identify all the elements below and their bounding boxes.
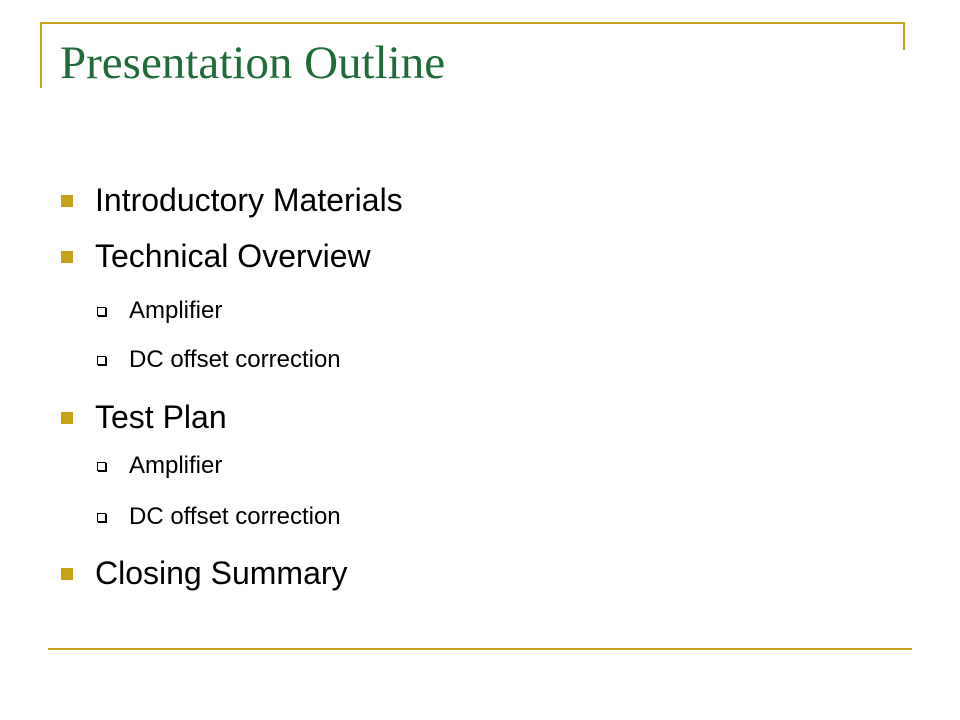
outline-item <box>95 238 371 274</box>
slide-title: Presentation Outline <box>60 37 446 89</box>
hollow-box-icon <box>97 307 106 316</box>
outline-item-label: Introductory Materials <box>95 182 403 218</box>
filled-square-icon <box>61 251 73 263</box>
frame-rule-left <box>40 22 42 88</box>
outline-subitem-label: DC offset correction <box>129 346 341 373</box>
outline-item <box>95 555 348 591</box>
outline-subitem-label: Amplifier <box>129 452 223 479</box>
outline-item-label: Closing Summary <box>95 555 348 591</box>
frame-rule-top <box>40 22 905 24</box>
filled-square-icon <box>61 568 73 580</box>
frame-rule-right <box>903 22 905 50</box>
hollow-box-icon <box>97 513 106 522</box>
outline-subitem <box>129 503 341 531</box>
outline-item-label: Technical Overview <box>95 238 371 274</box>
outline-item <box>95 399 227 435</box>
outline-subitem <box>129 297 222 325</box>
outline-subitem <box>129 346 341 374</box>
outline-item <box>95 182 403 218</box>
outline-subitem-label: Amplifier <box>129 297 223 324</box>
hollow-box-icon <box>97 356 106 365</box>
filled-square-icon <box>61 412 73 424</box>
frame-rule-bottom <box>48 648 912 650</box>
outline-subitem <box>129 452 222 480</box>
filled-square-icon <box>61 195 73 207</box>
outline-item-label: Test Plan <box>95 399 227 435</box>
outline-subitem-label: DC offset correction <box>129 503 341 530</box>
hollow-box-icon <box>97 462 106 471</box>
